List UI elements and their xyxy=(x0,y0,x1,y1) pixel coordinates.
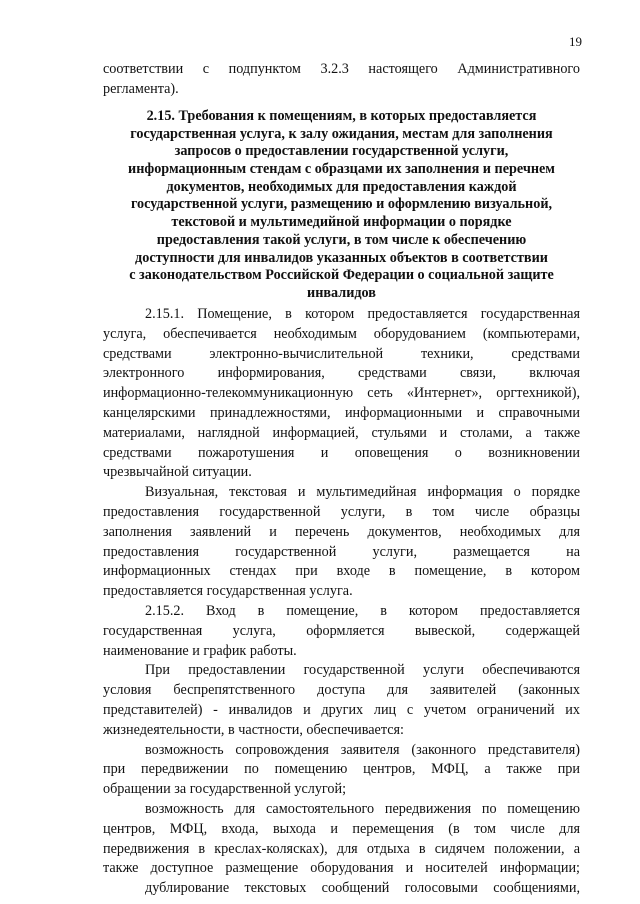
text-line: Визуальная, текстовая и мультимедийная информация о порядке xyxy=(145,484,580,501)
heading-line: запросов о предоставлении государственной услуги, xyxy=(174,143,509,160)
text-line: при передвижении по помещению центров, МФЦ, а также при xyxy=(103,761,580,778)
text-line: средствами пожаротушения и оповещения о возникновении xyxy=(103,444,580,461)
text-line: информационных стендах при входе в помещение, в котором xyxy=(103,563,580,580)
text-line: возможность для самостоятельного передвижения по помещению xyxy=(145,800,580,817)
text-line: информационно-телекоммуникационную сеть «Интернет», оргтехникой), xyxy=(103,385,580,402)
heading-line: с законодательством Российской Федерации о социальной защите xyxy=(129,267,554,284)
text-line: возможность сопровождения заявителя (законного представителя) xyxy=(145,741,580,758)
text-line: центров, МФЦ, входа, выхода и перемещения (в том числе для xyxy=(103,820,580,837)
text-line: предоставления государственной услуги, в том числе образцы xyxy=(103,503,580,520)
text-line: представителей) - инвалидов и других лиц с учетом ограничений их xyxy=(103,701,580,718)
text-line: условия беспрепятственного доступа для заявителей (законных xyxy=(103,682,580,699)
text-line: При предоставлении государственной услуги обеспечиваются xyxy=(145,662,580,679)
text-line: электронного информирования, средствами связи, включая xyxy=(103,365,580,382)
text-line: обращении за государственной услугой; xyxy=(103,781,347,798)
text-line: соответствии с подпунктом 3.2.3 настоящего Административного xyxy=(103,61,580,77)
heading-line: предоставления такой услуги, в том числе к обеспечению xyxy=(156,231,527,248)
text-line: канцелярскими принадлежностями, информационными и справочными xyxy=(103,404,580,421)
text-line: средствами электронно-вычислительной техники, средствами xyxy=(103,345,580,362)
heading-line: документов, необходимых для предоставления каждой xyxy=(166,178,517,195)
heading-line: текстовой и мультимедийной информации о порядке xyxy=(171,214,512,231)
heading-line: доступности для инвалидов указанных объектов в соответствии xyxy=(135,249,548,266)
text-line: чрезвычайной ситуации. xyxy=(103,464,252,481)
intro-paragraph xyxy=(103,60,580,100)
text-line: также доступное размещение оборудования и носителей информации; xyxy=(103,860,580,877)
text-line: жизнедеятельности, в частности, обеспечивается: xyxy=(103,721,404,738)
text-line: предоставляется государственная услуга. xyxy=(103,583,353,600)
page-number: 19 xyxy=(569,34,582,49)
text-line: 2.15.1. Помещение, в котором предоставляется государственная xyxy=(145,306,580,322)
text-line: государственная услуга, оформляется вывеской, содержащей xyxy=(103,622,580,639)
text-line: дублирование текстовых сообщений голосовыми сообщениями, xyxy=(145,880,580,897)
heading-line: 2.15. Требования к помещениям, в которых предоставляется xyxy=(146,108,537,124)
text-line: материалами, наглядной информацией, стульями и столами, а также xyxy=(103,424,580,441)
text-line: предоставления государственной услуги, размещается на xyxy=(103,543,580,560)
heading-line: инвалидов xyxy=(307,284,376,301)
text-line: 2.15.2. Вход в помещение, в котором предоставляется xyxy=(145,602,580,619)
text-line: наименование и график работы. xyxy=(103,642,297,659)
text-line: регламента). xyxy=(103,80,179,97)
heading-line: информационным стендам с образцами их заполнения и перечнем xyxy=(128,161,555,178)
text-line: заполнения заявлений и перечень документов, необходимых для xyxy=(103,523,580,540)
text-line: передвижения в креслах-колясках), для отдыха в сидячем положении, а xyxy=(103,840,580,857)
section-body xyxy=(103,305,580,899)
heading-line: государственной услуги, размещению и оформлению визуальной, xyxy=(130,196,553,213)
heading-line: государственная услуга, к залу ожидания, местам для заполнения xyxy=(130,125,553,142)
text-line: услуга, обеспечивается необходимым оборудованием (компьютерами, xyxy=(103,325,580,342)
section-heading xyxy=(100,108,583,303)
